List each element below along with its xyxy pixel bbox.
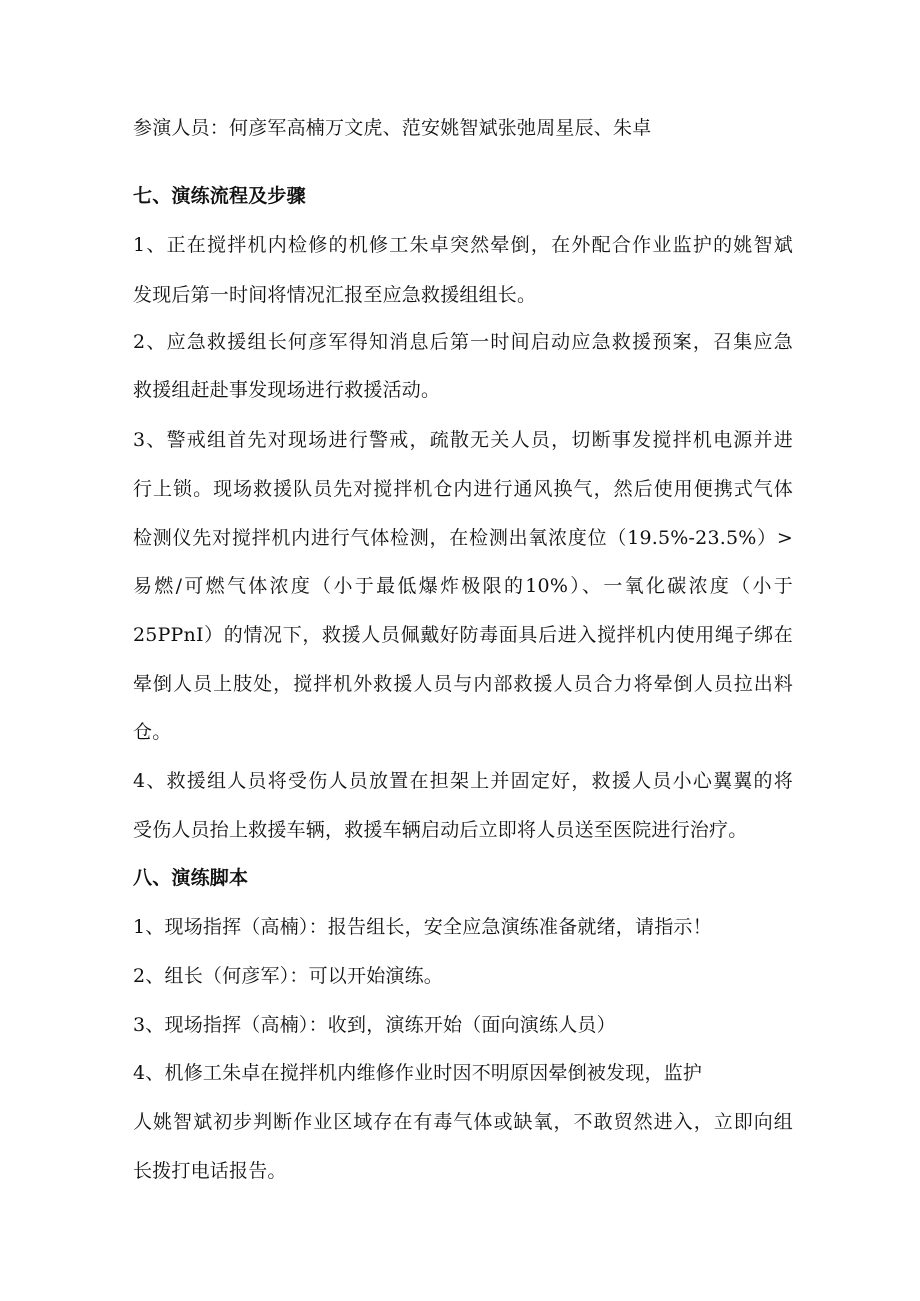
paragraph-line: 25PPnI）的情况下，救援人员佩戴好防毒面具后进入搅拌机内使用绳子绑在 bbox=[133, 624, 793, 646]
script-line: 1、现场指挥（高楠）：报告组长，安全应急演练准备就绪，请指示！ bbox=[133, 916, 712, 938]
paragraph-line: 晕倒人员上肢处，搅拌机外救援人员与内部救援人员合力将晕倒人员拉出料 bbox=[133, 673, 793, 695]
paragraph-line: 3、警戒组首先对现场进行警戒，疏散无关人员，切断事发搅拌机电源并进 bbox=[133, 429, 793, 451]
script-line: 长拨打电话报告。 bbox=[133, 1160, 287, 1182]
paragraph-line: 仓。 bbox=[133, 721, 172, 743]
paragraph-line: 行上锁。现场救援队员先对搅拌机仓内进行通风换气，然后使用便携式气体 bbox=[133, 478, 793, 500]
script-line: 3、现场指挥（高楠）：收到，演练开始（面向演练人员） bbox=[133, 1014, 616, 1036]
paragraph-line: 受伤人员抬上救援车辆，救援车辆启动后立即将人员送至医院进行治疗。 bbox=[133, 819, 748, 841]
participants-line: 参演人员：何彦军高楠万文虎、范安姚智斌张弛周星辰、朱卓 bbox=[133, 117, 652, 139]
paragraph-line: 4、救援组人员将受伤人员放置在担架上并固定好，救援人员小心翼翼的将 bbox=[133, 770, 793, 792]
paragraph-line: 2、应急救援组长何彦军得知消息后第一时间启动应急救援预案，召集应急 bbox=[133, 331, 793, 353]
script-line: 4、机修工朱卓在搅拌机内维修作业时因不明原因晕倒被发现，监护 bbox=[133, 1062, 703, 1084]
paragraph-line: 救援组赶赴事发现场进行救援活动。 bbox=[133, 379, 441, 401]
section-7-heading: 七、演练流程及步骤 bbox=[133, 185, 306, 207]
paragraph-line: 发现后第一时间将情况汇报至应急救援组组长。 bbox=[133, 284, 537, 306]
paragraph-line: 1、正在搅拌机内检修的机修工朱卓突然晕倒，在外配合作业监护的姚智斌 bbox=[133, 234, 793, 256]
script-line: 2、组长（何彦军）：可以开始演练。 bbox=[133, 965, 443, 987]
paragraph-line: 检测仪先对搅拌机内进行气体检测，在检测出氧浓度位（19.5%-23.5%）> bbox=[133, 527, 793, 549]
section-8-heading: 八、演练脚本 bbox=[133, 867, 249, 889]
script-line: 人姚智斌初步判断作业区域存在有毒气体或缺氧，不敢贸然进入，立即向组 bbox=[133, 1111, 793, 1133]
paragraph-line: 易燃/可燃气体浓度（小于最低爆炸极限的10%）、一氧化碳浓度（小于 bbox=[133, 575, 793, 597]
